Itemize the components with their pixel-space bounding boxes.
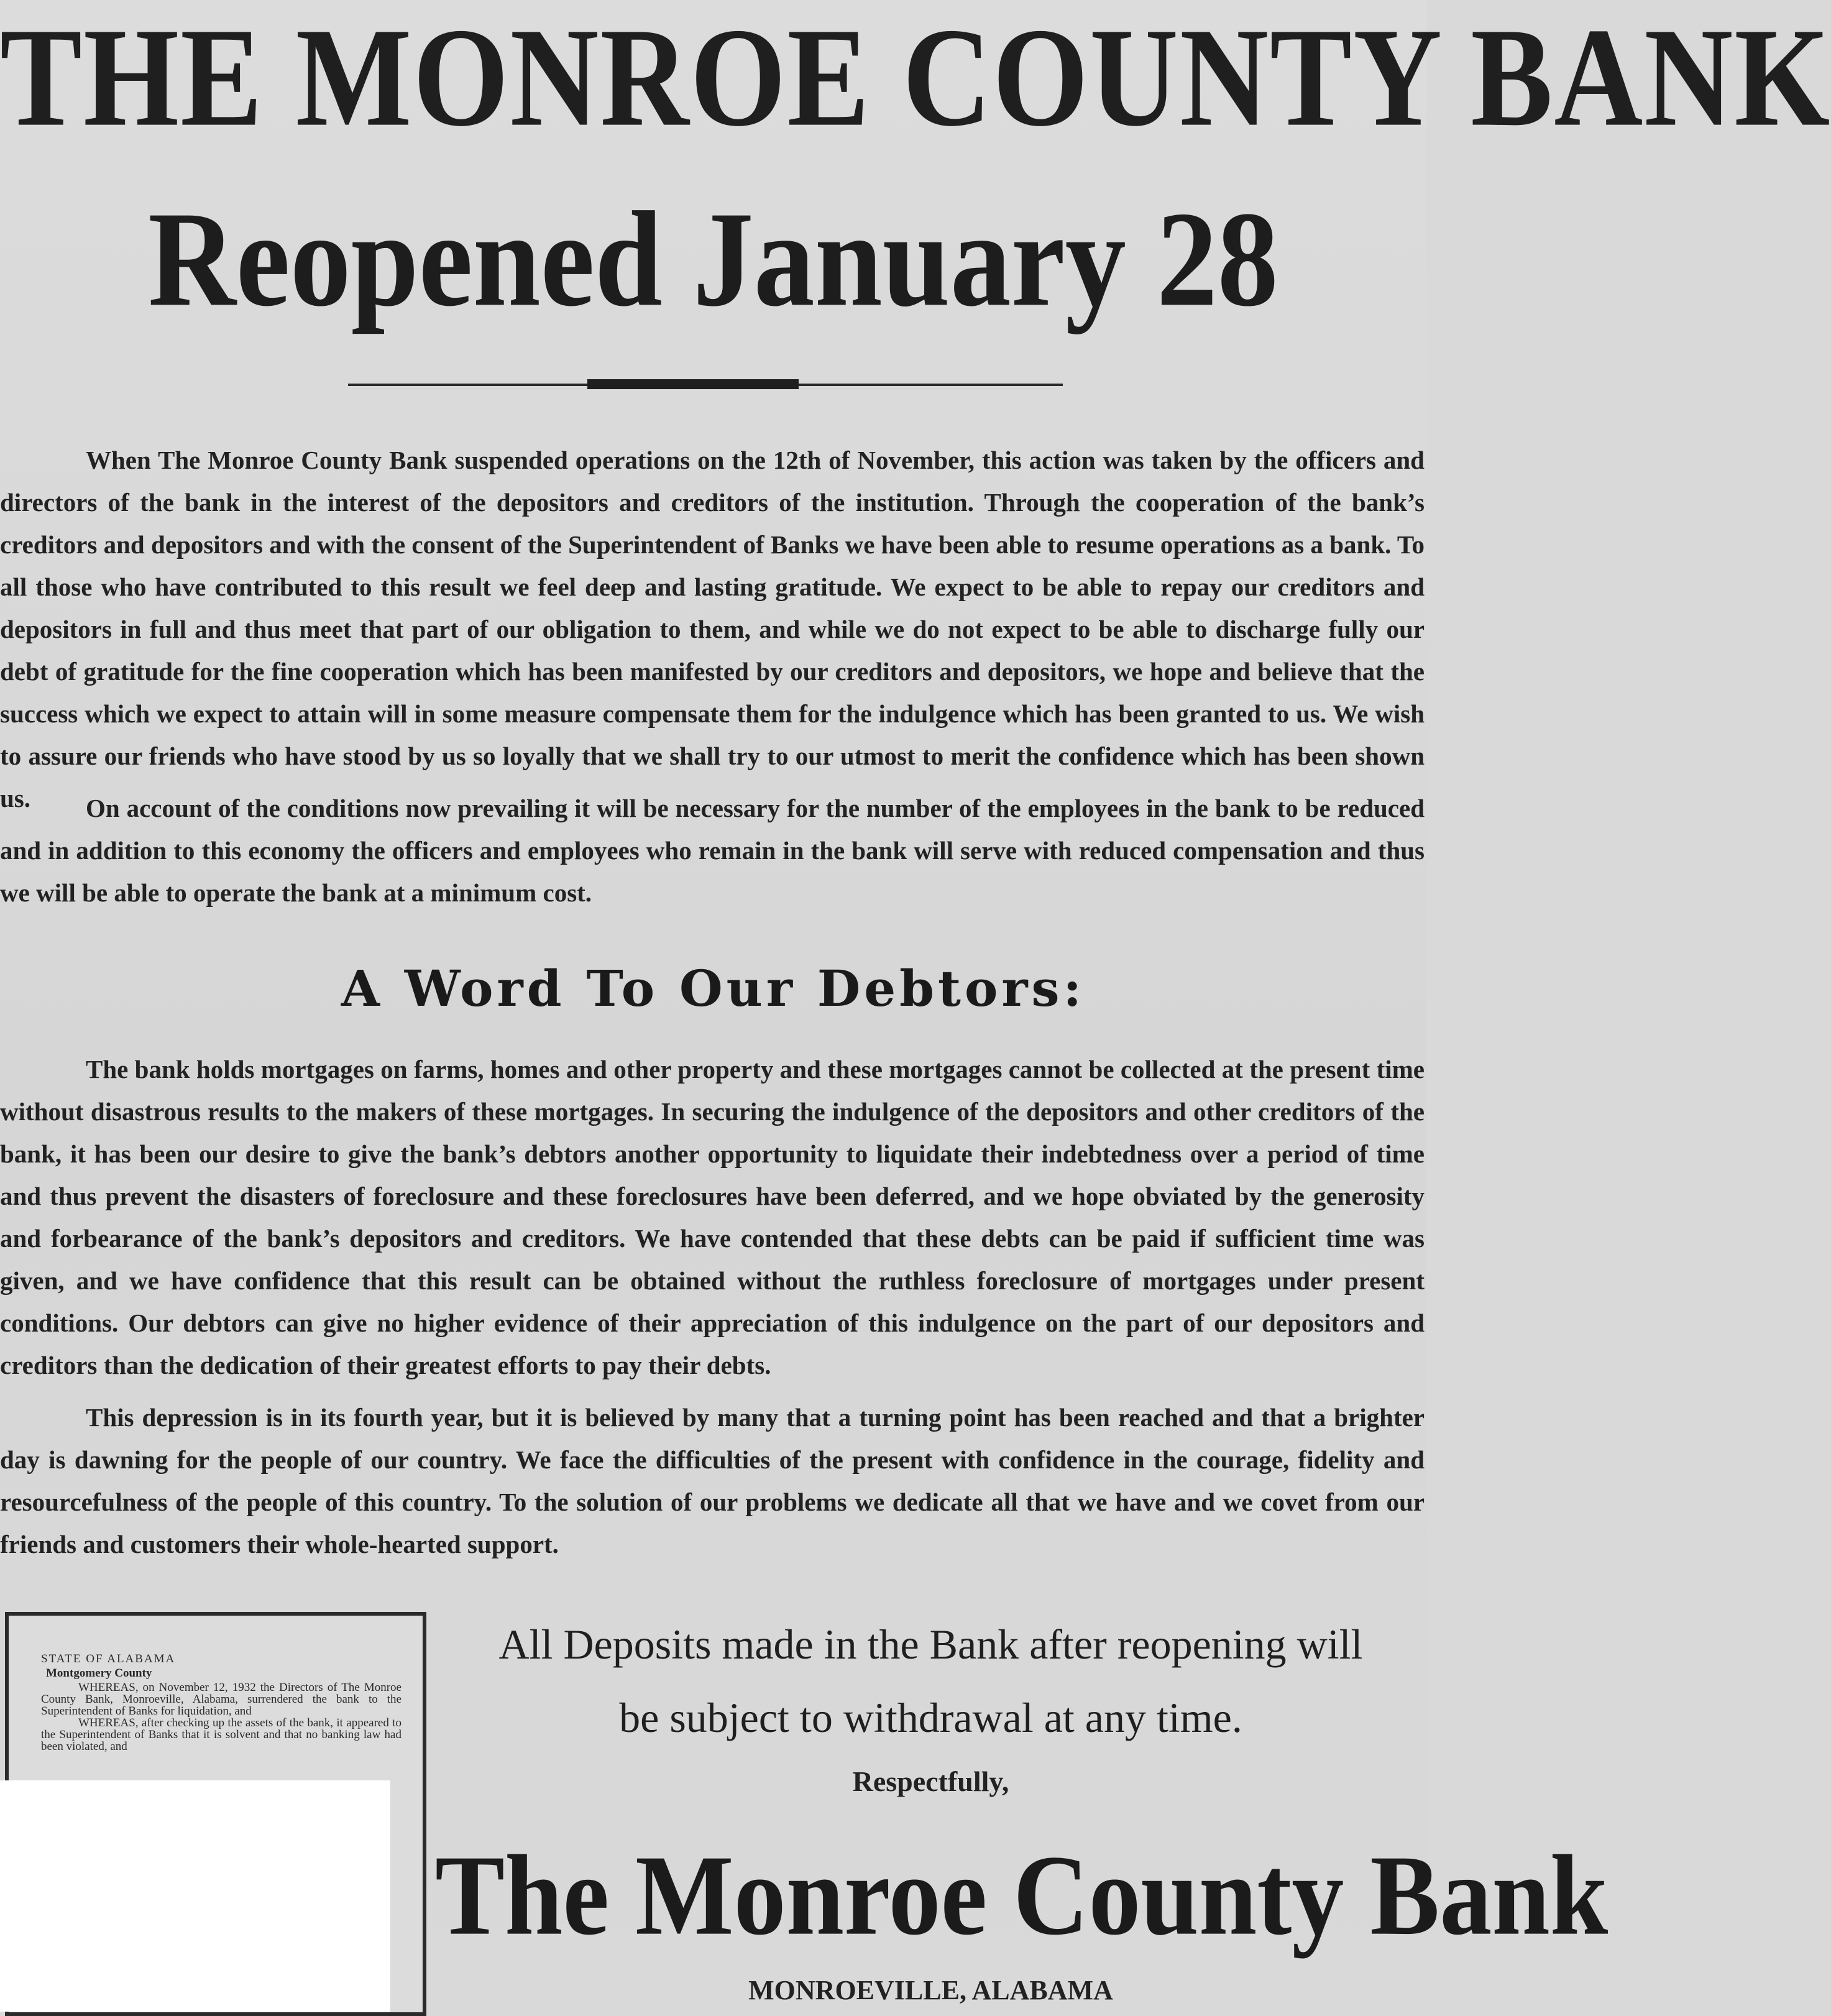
paragraph-depression: This depression is in its fourth year, but it is believed by many that a turning point has been reached and that a brighter day is dawning for the people of our country. We face the difficulties of the present with confidence in the courage, fidelity and resourcefulness of the people of this country. To the solution of our problems we dedicate all that we have and we covet from our friends and customers their whole-hearted support.	[0, 1403, 1425, 1558]
paragraph-economy: On account of the conditions now prevailing it will be necessary for the number of the employees in the bank to be reduced and in addition to this economy the officers and employees who remain in the bank will serve with reduced compensation and thus we will be able to operate the bank at a minimum cost.	[0, 794, 1425, 907]
paragraph-mortgages: The bank holds mortgages on farms, homes and other property and these mortgages cannot be collected at the present time without disastrous results to the makers of these mortgages. In securing the indulgence of the depositors and other creditors of the bank, it has been our desire to give the bank’s debtors another opportunity to liquidate their indebtedness over a period of time and thus prevent the disasters of foreclosure and these foreclosures have been deferred, and we hope obviated by the generosity and forbearance of the bank’s depositors and creditors. We have contended that these debts can be paid if sufficient time was given, and we have confidence that this result can be obtained without the ruthless foreclosure of mortgages under present conditions. Our debtors can give no higher evidence of their appreciation of this indulgence on the part of our depositors and creditors than the dedication of their greatest efforts to pay their debts.	[0, 1055, 1425, 1379]
notice-county: Montgomery County	[46, 1667, 152, 1680]
paragraph-suspension: When The Monroe County Bank suspended operations on the 12th of November, this action was taken by the officers and directors of the bank in the interest of the depositors and creditors of the institution. Through the cooperation of the bank’s creditors and depositors and with the consent of the Superintendent of Banks we have been able to resume operations as a bank. To all those who have contributed to this result we feel deep and lasting gratitude. We expect to be able to repay our creditors and depositors in full and thus meet that part of our obligation to them, and while we do not expect to be able to discharge fully our debt of gratitude for the fine cooperation which has been manifested by our creditors and depositors, we hope and believe that the success which we expect to attain will in some measure compensate them for the indulgence which has been granted to us. We wish to assure our friends who have stood by us so loyally that we shall try to our utmost to merit the confidence which has been shown us.	[0, 446, 1425, 812]
notice-state: STATE OF ALABAMA	[41, 1652, 176, 1665]
deposits-notice	[435, 1608, 1426, 1754]
reopened-headline: Reopened January 28	[148, 183, 1278, 335]
bank-signature-name: The Monroe County Bank	[435, 1831, 1608, 1959]
deposits-line-2: be subject to withdrawal at any time.	[619, 1694, 1242, 1741]
divider-rule-thick	[587, 379, 799, 389]
page-title: THE MONROE COUNTY BANK	[0, 0, 1831, 156]
notice-whereas-2: WHEREAS, after checking up the assets of the bank, it appeared to the Superintendent of Banks that it is solvent and that no banking law had been violated, and	[41, 1716, 402, 1753]
respectfully-signoff: Respectfully,	[852, 1765, 1009, 1797]
notice-whereas-1: WHEREAS, on November 12, 1932 the Directors of The Monroe County Bank, Monroeville, Alabama, surrendered the bank to the Superintendent of Banks for liquidation, and	[41, 1681, 402, 1718]
bank-location: MONROEVILLE, ALABAMA	[748, 1975, 1113, 2005]
deposits-line-1: All Deposits made in the Bank after reopening will	[498, 1621, 1363, 1668]
blank-region	[0, 1780, 390, 2012]
debtors-heading: A Word To Our Debtors:	[341, 959, 1086, 1018]
legal-notice-text	[41, 1653, 402, 1752]
